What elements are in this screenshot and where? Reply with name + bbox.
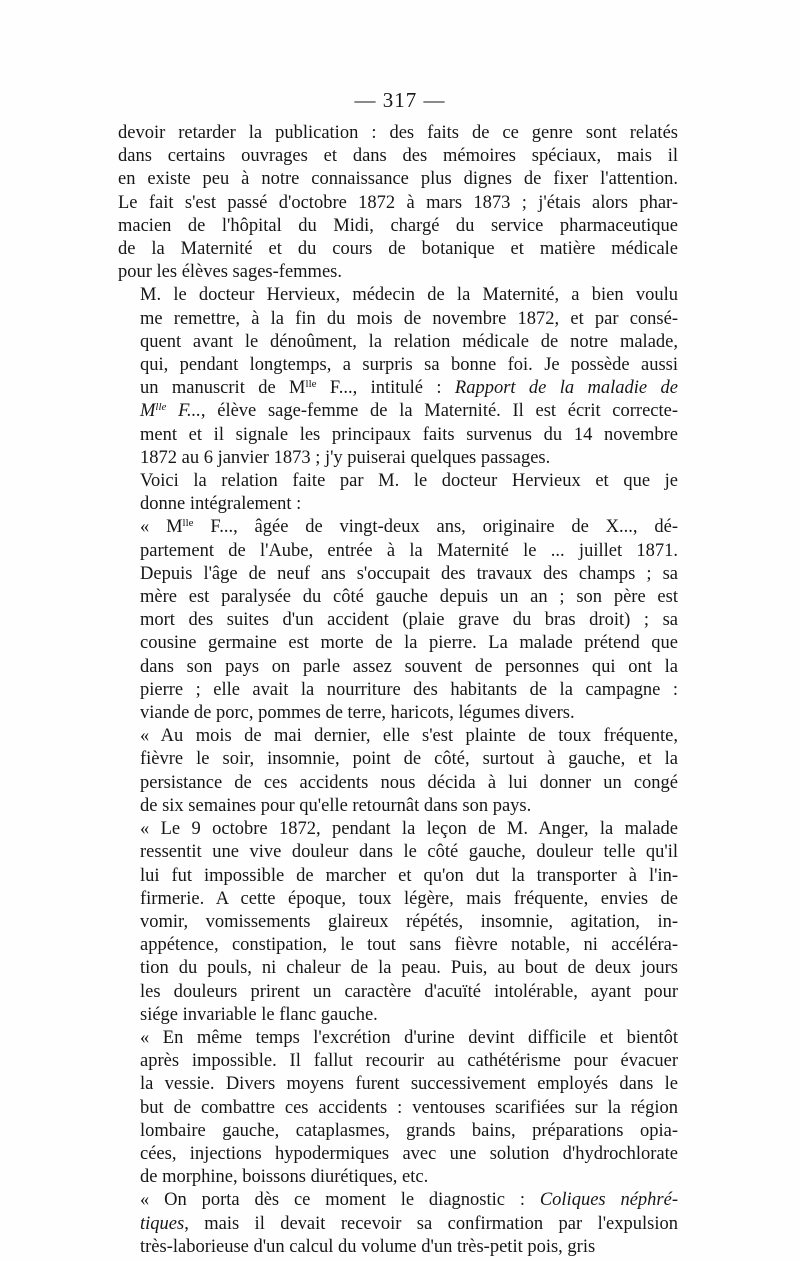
paragraph <box>118 1027 678 1189</box>
text-line: $M^{lle}$ F..., élève sage-femme de la Maternité. Il est écrit correcte- <box>140 401 679 422</box>
text-line: mort des suites d'un accident (plaie grave du bras droit) ; sa <box>140 610 678 631</box>
text-line: « En même temps l'excrétion d'urine devint difficile et bientôt <box>140 1027 678 1048</box>
text-line: qui, pendant longtemps, a surpris sa bonne foi. Je possède aussi <box>140 355 678 376</box>
text-line: appétence, constipation, le tout sans fièvre notable, ni accéléra- <box>140 935 678 956</box>
paragraph <box>118 470 678 516</box>
text-line: Depuis l'âge de neuf ans s'occupait des travaux des champs ; sa <box>140 563 678 584</box>
text-line: la vessie. Divers moyens furent successivement employés dans le <box>140 1074 678 1095</box>
paragraph <box>118 122 678 284</box>
paragraph <box>118 516 678 725</box>
paragraph <box>118 725 678 818</box>
text-line: quent avant le dénoûment, la relation médicale de notre malade, <box>140 331 678 352</box>
paragraph <box>118 1189 678 1259</box>
text-line: but de combattre ces accidents : ventouses scarifiées sur la région <box>140 1097 678 1118</box>
text-line: de morphine, boissons diurétiques, etc. <box>140 1167 429 1188</box>
text-line: dans certains ouvrages et dans des mémoires spéciaux, mais il <box>118 146 678 167</box>
body-text <box>118 122 678 1259</box>
text-line: vomir, vomissements glaireux répétés, insomnie, agitation, in- <box>140 911 678 932</box>
text-line: ressentit une vive douleur dans le côté gauche, douleur telle qu'il <box>140 842 678 863</box>
text-line: dans son pays on parle assez souvent de personnes qui ont la <box>140 656 678 677</box>
text-line: tiques, mais il devait recevoir sa confirmation par l'expulsion <box>140 1213 678 1234</box>
text-line: partement de l'Aube, entrée à la Maternité le ... juillet 1871. <box>140 540 678 561</box>
page-number: — 317 — <box>354 88 446 112</box>
text-line: « Le 9 octobre 1872, pendant la leçon de M. Anger, la malade <box>140 819 678 840</box>
text-line: M. le docteur Hervieux, médecin de la Maternité, a bien voulu <box>140 285 678 306</box>
text-line: firmerie. A cette époque, toux légère, mais fréquente, envies de <box>140 888 678 909</box>
text-line: « On porta dès ce moment le diagnostic : Coliques néphré- <box>140 1190 678 1211</box>
text-line: pierre ; elle avait la nourriture des habitants de la campagne : <box>140 679 678 700</box>
text-line: devoir retarder la publication : des faits de ce genre sont relatés <box>118 123 678 143</box>
text-line: en existe peu à notre connaissance plus dignes de fixer l'attention. <box>118 169 678 190</box>
paragraph <box>118 818 678 1027</box>
text-line: viande de porc, pommes de terre, haricots, légumes divers. <box>140 703 575 724</box>
text-line: cées, injections hypodermiques avec une solution d'hydrochlorate <box>140 1143 678 1164</box>
text-line: persistance de ces accidents nous décida à lui donner un congé <box>140 772 678 793</box>
text-line: « Au mois de mai dernier, elle s'est plainte de toux fréquente, <box>140 726 678 747</box>
text-line: mère est paralysée du côté gauche depuis un an ; son père est <box>140 587 678 608</box>
text-line: ment et il signale les principaux faits survenus du 14 novembre <box>140 424 678 445</box>
text-line: de la Maternité et du cours de botanique et matière médicale <box>118 239 678 260</box>
text-line: tion du pouls, ni chaleur de la peau. Puis, au bout de deux jours <box>140 958 678 979</box>
text-line: cousine germaine est morte de la pierre. La malade prétend que <box>140 633 678 654</box>
text-line: me remettre, à la fin du mois de novembre 1872, et par consé- <box>140 308 678 329</box>
text-line: lombaire gauche, cataplasmes, grands bains, préparations opia- <box>140 1120 678 1141</box>
text-line: macien de l'hôpital du Midi, chargé du service pharmaceutique <box>118 215 678 236</box>
text-line: Voici la relation faite par M. le docteur Hervieux et que je <box>140 471 678 492</box>
text-line: Le fait s'est passé d'octobre 1872 à mars 1873 ; j'étais alors phar- <box>118 192 678 213</box>
text-line: fièvre le soir, insomnie, point de côté, surtout à gauche, et la <box>140 749 678 770</box>
text-line: très-laborieuse d'un calcul du volume d'un très-petit pois, gris <box>140 1236 596 1257</box>
text-line: siége invariable le flanc gauche. <box>140 1004 378 1025</box>
text-line: les douleurs prirent un caractère d'acuïté intolérable, ayant pour <box>140 981 678 1002</box>
text-line: donne intégralement : <box>140 494 302 515</box>
text-line: de six semaines pour qu'elle retournât dans son pays. <box>140 795 532 816</box>
text-line: 1872 au 6 janvier 1873 ; j'y puiserai quelques passages. <box>140 447 551 468</box>
text-line: pour les élèves sages-femmes. <box>118 262 342 283</box>
text-line: « $M^{lle}$ F..., âgée de vingt-deux ans, originaire de X..., dé- <box>140 517 679 538</box>
text-line: lui fut impossible de marcher et qu'on dut la transporter à l'in- <box>140 865 678 886</box>
text-line: un manuscrit de $M^{lle}$ F..., intitulé : Rapport de la maladie de <box>140 378 678 399</box>
paragraph <box>118 284 678 470</box>
text-line: après impossible. Il fallut recourir au cathétérisme pour évacuer <box>140 1051 678 1072</box>
